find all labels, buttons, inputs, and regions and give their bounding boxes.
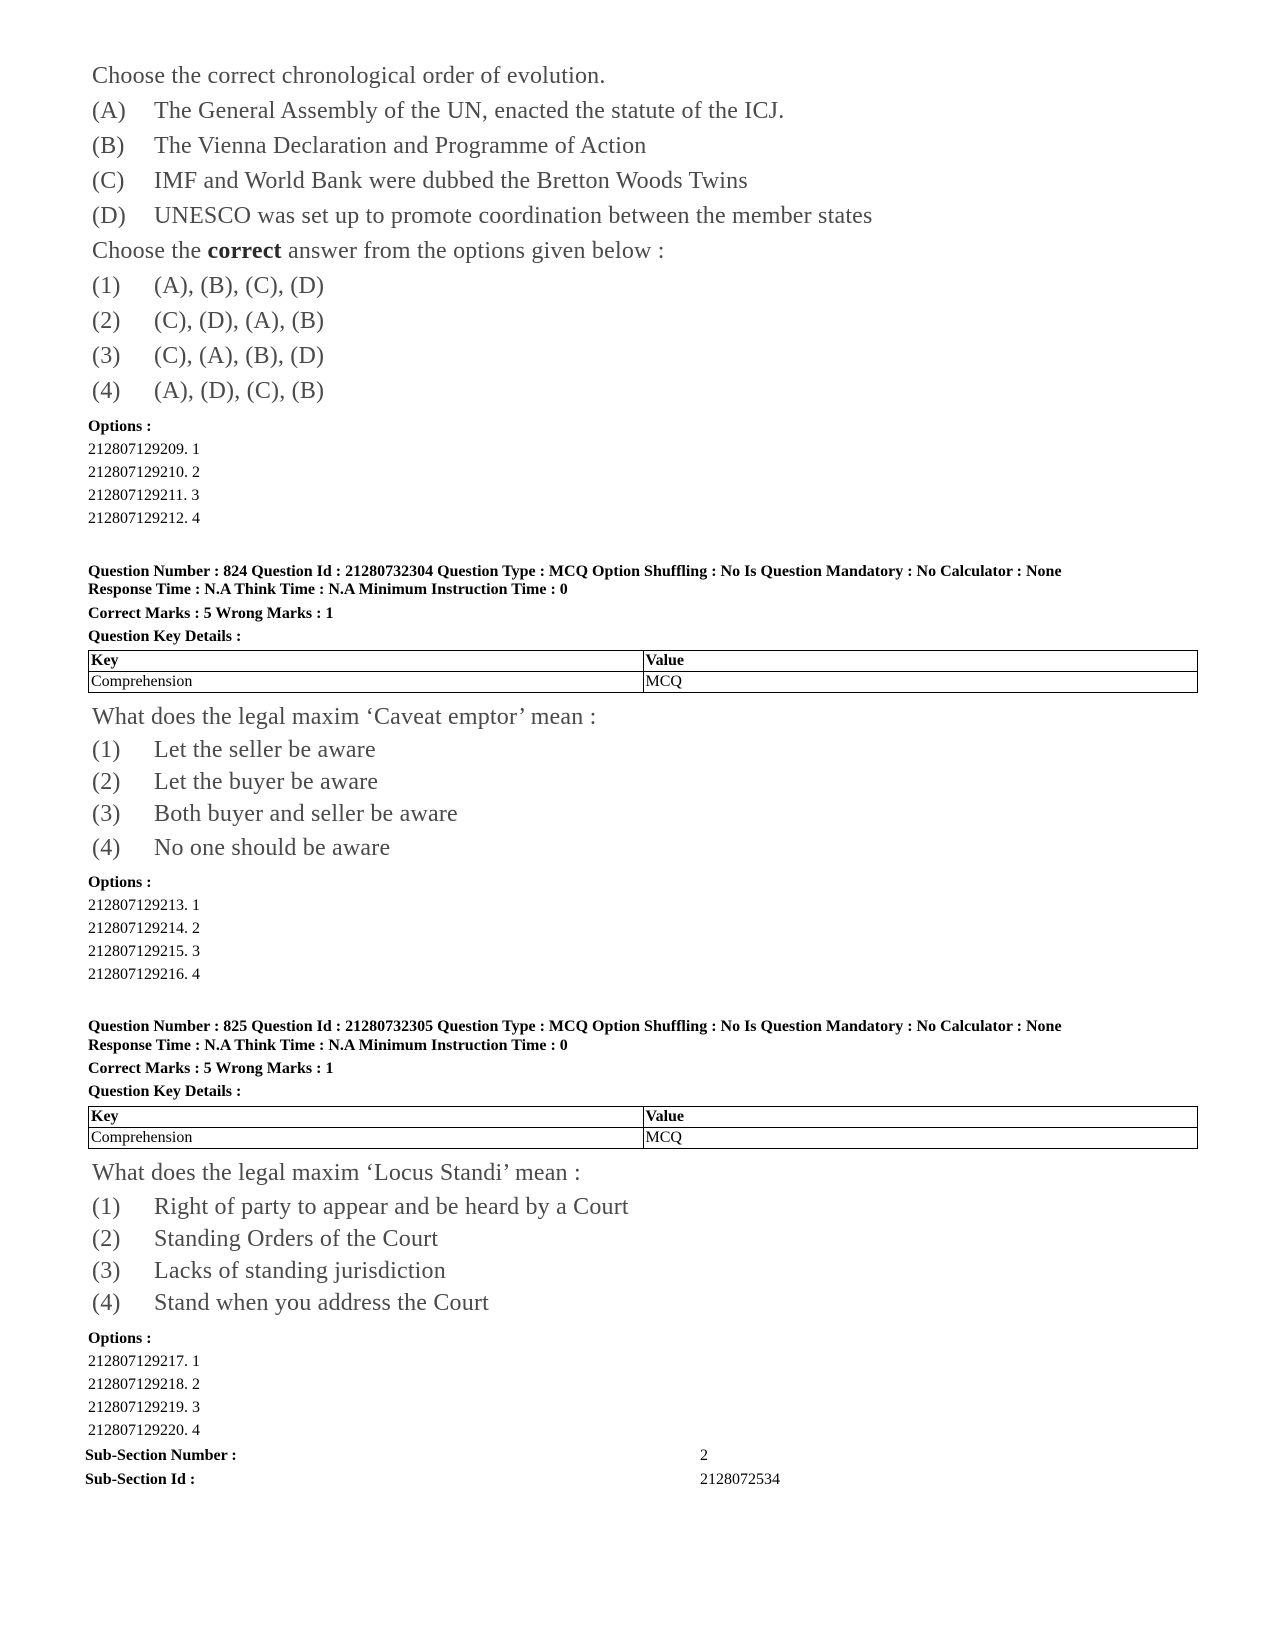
options-heading: Options : xyxy=(88,418,152,435)
question-meta-line1: Question Number : 825 Question Id : 21280732305 Question Type : MCQ Option Shuffling : No Is Question Mandatory : No Calculator : None xyxy=(88,1018,1062,1035)
option-id: 212807129217. 1 xyxy=(88,1353,200,1370)
statement-c: (C) IMF and World Bank were dubbed the Bretton Woods Twins xyxy=(92,168,748,194)
choice-2: (2) (C), (D), (A), (B) xyxy=(92,308,325,334)
choice-4: (4) Stand when you address the Court xyxy=(92,1290,490,1316)
table-row xyxy=(89,672,1198,693)
choice-2: (2) Let the buyer be aware xyxy=(92,769,379,795)
question-meta-line2: Response Time : N.A Think Time : N.A Minimum Instruction Time : 0 xyxy=(88,581,568,598)
statement-d: (D) UNESCO was set up to promote coordination between the member states xyxy=(92,203,873,229)
choice-1: (1) (A), (B), (C), (D) xyxy=(92,273,325,299)
choice-4: (4) No one should be aware xyxy=(92,835,391,861)
question-meta-line2: Response Time : N.A Think Time : N.A Minimum Instruction Time : 0 xyxy=(88,1037,568,1054)
key-header: Key xyxy=(89,651,644,672)
table-row xyxy=(89,1128,1198,1149)
subsection-number-label: Sub-Section Number : xyxy=(85,1447,237,1464)
choice-3: (3) (C), (A), (B), (D) xyxy=(92,343,325,369)
key-cell: Comprehension xyxy=(89,672,644,693)
question-meta-line1: Question Number : 824 Question Id : 21280732304 Question Type : MCQ Option Shuffling : No Is Question Mandatory : No Calculator : None xyxy=(88,563,1062,580)
option-id: 212807129213. 1 xyxy=(88,897,200,914)
answer-instruction: Choose the correct answer from the options given below : xyxy=(92,238,665,264)
value-cell: MCQ xyxy=(643,672,1198,693)
table-header-row xyxy=(89,1107,1198,1128)
question-prompt: Choose the correct chronological order of evolution. xyxy=(92,63,606,89)
statement-b: (B) The Vienna Declaration and Programme of Action xyxy=(92,133,647,159)
option-id: 212807129214. 2 xyxy=(88,920,200,937)
value-header: Value xyxy=(643,651,1198,672)
marks-line: Correct Marks : 5 Wrong Marks : 1 xyxy=(88,605,334,622)
option-id: 212807129215. 3 xyxy=(88,943,200,960)
option-id: 212807129218. 2 xyxy=(88,1376,200,1393)
choice-1: (1) Right of party to appear and be heard by a Court xyxy=(92,1194,629,1220)
option-id: 212807129219. 3 xyxy=(88,1399,200,1416)
statement-a: (A) The General Assembly of the UN, enacted the statute of the ICJ. xyxy=(92,98,785,124)
option-id: 212807129216. 4 xyxy=(88,966,200,983)
question-prompt: What does the legal maxim ‘Caveat emptor’ mean : xyxy=(92,704,597,730)
table-header-row xyxy=(89,651,1198,672)
marks-line: Correct Marks : 5 Wrong Marks : 1 xyxy=(88,1060,334,1077)
key-details-heading: Question Key Details : xyxy=(88,1083,242,1100)
key-details-table xyxy=(88,650,1198,693)
choice-4: (4) (A), (D), (C), (B) xyxy=(92,378,325,404)
key-cell: Comprehension xyxy=(89,1128,644,1149)
choice-1: (1) Let the seller be aware xyxy=(92,737,376,763)
question-prompt: What does the legal maxim ‘Locus Standi’ mean : xyxy=(92,1160,581,1186)
value-cell: MCQ xyxy=(643,1128,1198,1149)
option-id: 212807129211. 3 xyxy=(88,487,200,504)
subsection-id-label: Sub-Section Id : xyxy=(85,1471,196,1488)
key-details-heading: Question Key Details : xyxy=(88,628,242,645)
key-header: Key xyxy=(89,1107,644,1128)
choice-3: (3) Lacks of standing jurisdiction xyxy=(92,1258,446,1284)
choice-2: (2) Standing Orders of the Court xyxy=(92,1226,439,1252)
options-heading: Options : xyxy=(88,874,152,891)
choice-3: (3) Both buyer and seller be aware xyxy=(92,801,458,827)
option-id: 212807129220. 4 xyxy=(88,1422,200,1439)
option-id: 212807129209. 1 xyxy=(88,441,200,458)
options-heading: Options : xyxy=(88,1330,152,1347)
value-header: Value xyxy=(643,1107,1198,1128)
option-id: 212807129210. 2 xyxy=(88,464,200,481)
subsection-number-value: 2 xyxy=(700,1447,708,1464)
key-details-table xyxy=(88,1106,1198,1149)
option-id: 212807129212. 4 xyxy=(88,510,200,527)
subsection-id-value: 2128072534 xyxy=(700,1471,780,1488)
